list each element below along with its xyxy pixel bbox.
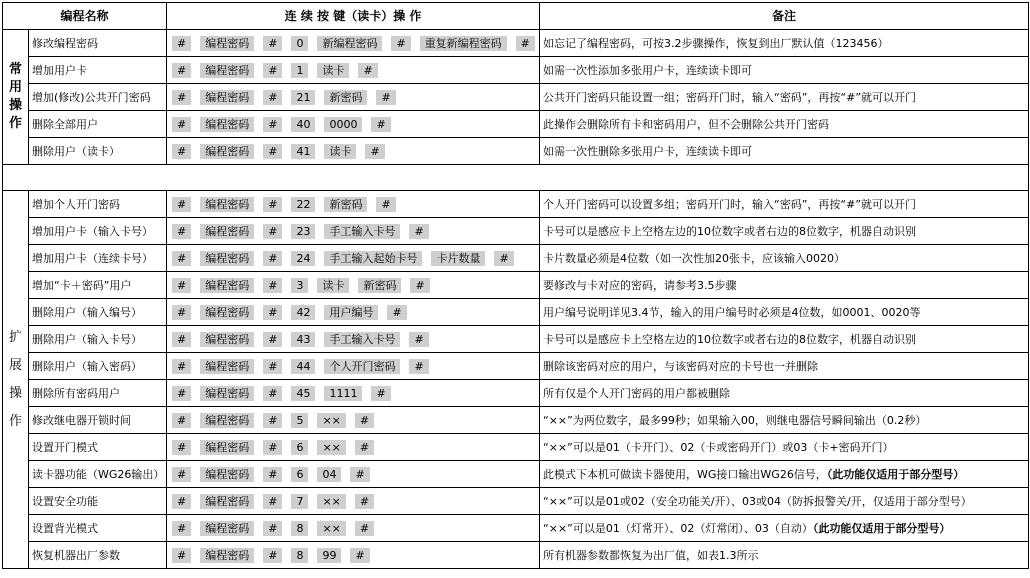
key-chip: # [172, 521, 191, 536]
key-chip: 44 [291, 359, 315, 374]
key-chip: # [365, 144, 384, 159]
key-chip: 编程密码 [200, 413, 254, 428]
key-chip: # [263, 440, 282, 455]
key-sequence [167, 191, 540, 218]
key-chip: # [410, 278, 429, 293]
key-chip: # [263, 305, 282, 320]
key-chip: 编程密码 [200, 305, 254, 320]
note-cell [540, 380, 1029, 407]
key-chip: 1 [291, 63, 308, 78]
key-chip: 3 [291, 278, 308, 293]
key-chip: # [263, 386, 282, 401]
section-label-char: 常 [8, 62, 22, 77]
key-chip: ×× [317, 413, 345, 428]
key-chip: # [172, 332, 191, 347]
key-sequence [167, 326, 540, 353]
key-sequence [167, 272, 540, 299]
table-row [3, 407, 1029, 434]
note-bold: （此功能仅适用于部分型号） [826, 467, 965, 481]
key-chip: ×× [317, 440, 345, 455]
note-cell [540, 326, 1029, 353]
operation-name: 删除所有密码用户 [29, 380, 167, 407]
key-chip: # [172, 413, 191, 428]
note-cell [540, 30, 1029, 57]
key-chip: 8 [291, 548, 308, 563]
key-chip: 22 [291, 197, 315, 212]
note-text: “××”为两位数字，最多99秒；如果输入00，则继电器信号瞬间输出（0.2秒） [543, 413, 927, 427]
note-text: 此模式下本机可做读卡器使用，WG接口输出WG26信号， [543, 467, 827, 481]
header-note: 备注 [540, 3, 1029, 30]
table-row [3, 30, 1029, 57]
key-chip: # [371, 386, 390, 401]
note-cell [540, 84, 1029, 111]
header-row [3, 3, 1029, 30]
operation-name: 读卡器功能（WG26输出） [29, 461, 167, 488]
section-label [3, 191, 29, 569]
key-chip: ×× [317, 521, 345, 536]
operation-name: 增加(修改)公共开门密码 [29, 84, 167, 111]
key-chip: 编程密码 [200, 63, 254, 78]
note-text: 删除该密码对应的用户，与该密码对应的卡号也一并删除 [543, 359, 819, 373]
key-chip: # [358, 63, 377, 78]
key-chip: # [172, 359, 191, 374]
key-chip: # [263, 467, 282, 482]
operation-name: 删除用户（输入编号） [29, 299, 167, 326]
note-cell [540, 461, 1029, 488]
key-sequence [167, 299, 540, 326]
key-chip: 编程密码 [200, 521, 254, 536]
note-cell [540, 245, 1029, 272]
key-chip: # [263, 63, 282, 78]
key-chip: ×× [317, 494, 345, 509]
key-chip: # [172, 36, 191, 51]
table-row [3, 191, 1029, 218]
section-label-char: 操 [8, 98, 22, 113]
section-label [3, 30, 29, 165]
key-chip: 5 [291, 413, 308, 428]
key-chip: # [263, 332, 282, 347]
key-chip: # [263, 494, 282, 509]
key-chip: 6 [291, 440, 308, 455]
operation-name: 删除全部用户 [29, 111, 167, 138]
key-chip: 新密码 [324, 90, 367, 105]
table-row [3, 218, 1029, 245]
operation-name: 恢复机器出厂参数 [29, 542, 167, 569]
table-row [3, 326, 1029, 353]
operation-name: 增加用户卡 [29, 57, 167, 84]
key-chip: # [172, 305, 191, 320]
operation-name: 设置开门模式 [29, 434, 167, 461]
key-chip: # [376, 197, 395, 212]
key-chip: 编程密码 [200, 548, 254, 563]
note-cell [540, 488, 1029, 515]
key-chip: 40 [291, 117, 315, 132]
note-cell [540, 299, 1029, 326]
section-label-char: 操 [8, 385, 22, 401]
key-chip: 重复新编程密码 [420, 36, 507, 51]
key-chip: # [516, 36, 535, 51]
section-label-char: 扩 [8, 329, 22, 345]
key-chip: 99 [317, 548, 341, 563]
note-bold: （此功能仅适用于部分型号） [812, 521, 951, 535]
operation-name: 增加用户卡（输入卡号） [29, 218, 167, 245]
key-chip: 编程密码 [200, 224, 254, 239]
key-chip: 新编程密码 [317, 36, 382, 51]
note-cell [540, 191, 1029, 218]
table-row [3, 380, 1029, 407]
operation-name: 增加用户卡（连续卡号） [29, 245, 167, 272]
key-chip: 卡片数量 [431, 251, 485, 266]
operation-name: 修改继电器开锁时间 [29, 407, 167, 434]
key-chip: # [409, 359, 428, 374]
key-sequence [167, 515, 540, 542]
table-row [3, 434, 1029, 461]
key-chip: 新密码 [358, 278, 401, 293]
note-cell [540, 272, 1029, 299]
note-text: 所有仅是个人开门密码的用户都被删除 [543, 386, 731, 400]
key-chip: # [172, 386, 191, 401]
section-label-char: 用 [8, 80, 22, 95]
key-chip: # [350, 467, 369, 482]
note-text: 所有机器参数都恢复为出厂值，如表1.3所示 [543, 548, 759, 562]
key-chip: # [172, 197, 191, 212]
key-chip: # [263, 359, 282, 374]
table-row [3, 245, 1029, 272]
note-text: “××”可以是01（灯常开）、02（灯常闭）、03（自动） [543, 521, 813, 535]
key-chip: 编程密码 [200, 278, 254, 293]
key-chip: 7 [291, 494, 308, 509]
key-chip: 编程密码 [200, 440, 254, 455]
key-chip: # [494, 251, 513, 266]
key-sequence [167, 245, 540, 272]
key-sequence [167, 488, 540, 515]
note-text: 用户编号说明详见3.4节，输入的用户编号时必须是4位数，如0001、0020等 [543, 305, 921, 319]
table-row [3, 542, 1029, 569]
key-chip: 编程密码 [200, 117, 254, 132]
key-chip: # [172, 224, 191, 239]
key-chip: # [355, 440, 374, 455]
key-chip: 24 [291, 251, 315, 266]
key-chip: # [263, 90, 282, 105]
table-row [3, 299, 1029, 326]
operation-name: 修改编程密码 [29, 30, 167, 57]
key-chip: # [172, 440, 191, 455]
key-chip: # [172, 278, 191, 293]
note-cell [540, 57, 1029, 84]
note-cell [540, 218, 1029, 245]
key-chip: # [263, 413, 282, 428]
key-chip: # [355, 413, 374, 428]
key-sequence [167, 218, 540, 245]
key-chip: 编程密码 [200, 359, 254, 374]
table-row [3, 272, 1029, 299]
operation-name: 删除用户（输入密码） [29, 353, 167, 380]
programming-table [2, 2, 1029, 569]
key-chip: 编程密码 [200, 90, 254, 105]
key-chip: 读卡 [317, 278, 349, 293]
operation-name: 增加个人开门密码 [29, 191, 167, 218]
table-row [3, 84, 1029, 111]
key-sequence [167, 57, 540, 84]
key-chip: 1111 [324, 386, 362, 401]
key-sequence [167, 84, 540, 111]
note-cell [540, 138, 1029, 165]
note-cell [540, 434, 1029, 461]
key-chip: # [263, 224, 282, 239]
note-text: 此操作会删除所有卡和密码用户，但不会删除公共开门密码 [543, 117, 830, 131]
gap-cell [3, 165, 1029, 191]
key-sequence [167, 434, 540, 461]
section-label-char: 展 [8, 357, 22, 373]
key-sequence [167, 138, 540, 165]
operation-name: 设置背光模式 [29, 515, 167, 542]
key-chip: # [172, 144, 191, 159]
key-chip: 编程密码 [200, 197, 254, 212]
key-chip: # [263, 117, 282, 132]
operation-name: 删除用户（输入卡号） [29, 326, 167, 353]
key-chip: 编程密码 [200, 251, 254, 266]
table-row [3, 353, 1029, 380]
key-chip: 23 [291, 224, 315, 239]
key-chip: 0 [291, 36, 308, 51]
note-text: 公共开门密码只能设置一组；密码开门时，输入“密码”，再按“#”就可以开门 [543, 90, 917, 104]
key-chip: 新密码 [324, 197, 367, 212]
key-chip: # [172, 494, 191, 509]
section-label-char: 作 [8, 413, 22, 429]
key-chip: 编程密码 [200, 494, 254, 509]
note-cell [540, 111, 1029, 138]
operation-name: 设置安全功能 [29, 488, 167, 515]
operation-name: 增加“卡＋密码”用户 [29, 272, 167, 299]
key-chip: 42 [291, 305, 315, 320]
key-chip: 编程密码 [200, 36, 254, 51]
key-chip: # [172, 90, 191, 105]
key-chip: 编程密码 [200, 144, 254, 159]
key-chip: 6 [291, 467, 308, 482]
key-chip: 手工输入卡号 [324, 224, 400, 239]
key-chip: 0000 [324, 117, 362, 132]
note-text: 如需一次性添加多张用户卡，连续读卡即可 [543, 63, 753, 77]
table-row [3, 488, 1029, 515]
table-row [3, 461, 1029, 488]
key-chip: # [409, 224, 428, 239]
key-chip: 8 [291, 521, 308, 536]
key-chip: # [172, 467, 191, 482]
key-chip: # [172, 117, 191, 132]
key-chip: # [263, 251, 282, 266]
key-chip: # [376, 90, 395, 105]
note-cell [540, 542, 1029, 569]
key-chip: 编程密码 [200, 332, 254, 347]
key-sequence [167, 542, 540, 569]
key-sequence [167, 353, 540, 380]
key-chip: 41 [291, 144, 315, 159]
key-chip: 45 [291, 386, 315, 401]
key-sequence [167, 407, 540, 434]
key-chip: 21 [291, 90, 315, 105]
table-row [3, 515, 1029, 542]
key-chip: 04 [317, 467, 341, 482]
key-chip: # [355, 521, 374, 536]
note-text: 卡号可以是感应卡上空格左边的10位数字或者右边的8位数字，机器自动识别 [543, 332, 917, 346]
key-chip: # [355, 494, 374, 509]
header-ops: 连 续 按 键（读卡）操 作 [167, 3, 540, 30]
table-row [3, 138, 1029, 165]
note-text: 如需一次性删除多张用户卡，连续读卡即可 [543, 144, 753, 158]
key-chip: # [263, 548, 282, 563]
key-sequence [167, 380, 540, 407]
note-text: 如忘记了编程密码，可按3.2步骤操作，恢复到出厂默认值（123456） [543, 36, 889, 50]
key-chip: 编程密码 [200, 386, 254, 401]
section-label-char: 作 [8, 116, 22, 131]
note-cell [540, 407, 1029, 434]
key-chip: # [387, 305, 406, 320]
key-chip: # [172, 251, 191, 266]
table-row [3, 111, 1029, 138]
key-chip: 43 [291, 332, 315, 347]
table-row [3, 57, 1029, 84]
key-chip: # [263, 278, 282, 293]
note-text: 要修改与卡对应的密码，请参考3.5步骤 [543, 278, 737, 292]
header-name: 编程名称 [3, 3, 167, 30]
operation-name: 删除用户（读卡） [29, 138, 167, 165]
section-gap [3, 165, 1029, 191]
key-chip: 读卡 [324, 144, 356, 159]
key-sequence [167, 111, 540, 138]
note-cell [540, 515, 1029, 542]
note-text: 卡号可以是感应卡上空格左边的10位数字或者右边的8位数字，机器自动识别 [543, 224, 917, 238]
key-chip: # [409, 332, 428, 347]
key-chip: # [350, 548, 369, 563]
key-chip: # [371, 117, 390, 132]
note-text: 个人开门密码可以设置多组；密码开门时，输入“密码”，再按“#”就可以开门 [543, 197, 917, 211]
key-chip: # [172, 63, 191, 78]
note-text: 卡片数量必须是4位数（如一次性加20张卡，应该输入0020） [543, 251, 846, 265]
key-chip: 编程密码 [200, 467, 254, 482]
key-sequence [167, 30, 540, 57]
key-chip: 个人开门密码 [324, 359, 400, 374]
key-chip: 手工输入起始卡号 [324, 251, 422, 266]
key-chip: 读卡 [317, 63, 349, 78]
note-text: “××”可以是01（卡开门）、02（卡或密码开门）或03（卡+密码开门） [543, 440, 894, 454]
key-chip: 手工输入卡号 [324, 332, 400, 347]
key-chip: # [391, 36, 410, 51]
key-chip: # [172, 548, 191, 563]
key-chip: # [263, 521, 282, 536]
key-chip: # [263, 36, 282, 51]
note-cell [540, 353, 1029, 380]
note-text: “××”可以是01或02（安全功能关/开）、03或04（防拆报警关/开，仅适用于部分型号） [543, 494, 972, 508]
key-chip: # [263, 144, 282, 159]
key-sequence [167, 461, 540, 488]
key-chip: 用户编号 [324, 305, 378, 320]
key-chip: # [263, 197, 282, 212]
